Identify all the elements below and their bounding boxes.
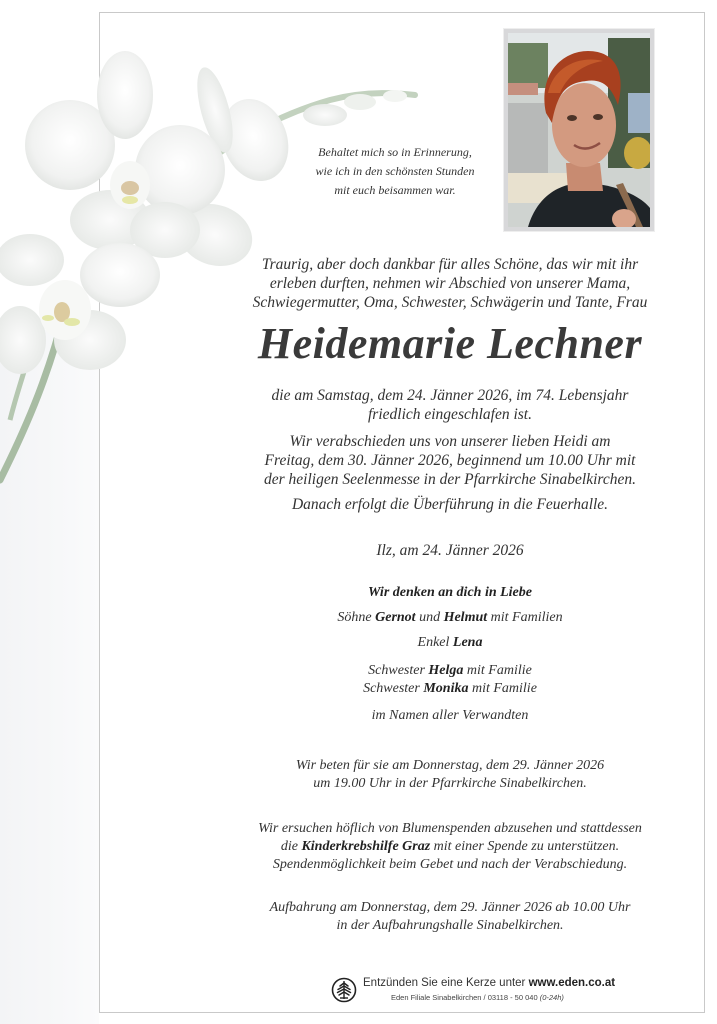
motto-line: mit euch beisammen war. — [334, 183, 456, 197]
death-notice — [240, 386, 660, 424]
prayer-notice — [240, 757, 660, 793]
prayer-line: Wir beten für sie am Donnerstag, dem 29. Jänner 2026 — [295, 758, 605, 773]
farewell-line: Wir verabschieden uns von unserer lieben Heidi am — [289, 433, 611, 450]
mourners-grandchild — [240, 634, 660, 652]
place-date — [240, 541, 660, 560]
sister-prefix: Schwester — [363, 681, 420, 696]
mourners-relatives — [240, 707, 660, 725]
intro-line: Schwiegermutter, Oma, Schwester, Schwägerin und Tante, Frau — [252, 294, 648, 311]
donation-prefix: die — [280, 839, 298, 854]
death-line: friedlich eingeschlafen ist. — [367, 406, 532, 423]
funeral-home-footer — [320, 974, 620, 1008]
sister-prefix: Schwester — [368, 663, 425, 678]
sister-name: Monika — [423, 681, 469, 696]
place-date-line: Ilz, am 24. Jänner 2026 — [376, 542, 524, 559]
son-name: Gernot — [375, 610, 416, 625]
donation-notice — [240, 820, 660, 874]
son-name: Helmut — [443, 610, 488, 625]
intro-text — [240, 255, 660, 312]
branch-hours: (0-24h) — [539, 993, 564, 1002]
relatives-line: im Namen aller Verwandten — [371, 708, 529, 723]
prayer-line: um 19.00 Uhr in der Pfarrkirche Sinabelkirchen. — [313, 776, 587, 791]
candle-text: Entzünden Sie eine Kerze unter — [363, 977, 526, 989]
sons-joiner: und — [419, 610, 441, 625]
viewing-notice — [240, 899, 660, 935]
sister-suffix: mit Familie — [466, 663, 532, 678]
donation-organization: Kinderkrebshilfe Graz — [301, 839, 431, 854]
grandchild-prefix: Enkel — [417, 635, 450, 650]
sons-prefix: Söhne — [337, 610, 372, 625]
mourners-heading: Wir denken an dich in Liebe — [368, 585, 532, 600]
donation-suffix: mit einer Spende zu unterstützen. — [433, 839, 620, 854]
deceased-name: Heidemarie Lechner — [257, 319, 643, 368]
farewell-line: Freitag, dem 30. Jänner 2026, beginnend um 10.00 Uhr mit — [264, 452, 636, 469]
transfer-notice — [240, 495, 660, 514]
donation-line: Wir ersuchen höflich von Blumenspenden abzusehen und stattdessen — [258, 821, 642, 836]
sons-suffix: mit Familien — [490, 610, 563, 625]
intro-line: erleben durften, nehmen wir Abschied von unserer Mama, — [269, 275, 631, 292]
candle-line — [363, 977, 615, 989]
intro-line: Traurig, aber doch dankbar für alles Schöne, das wir mit ihr — [261, 256, 639, 273]
branch-line — [391, 993, 564, 1002]
left-background-shade — [0, 330, 99, 1024]
viewing-line: Aufbahrung am Donnerstag, dem 29. Jänner 2026 ab 10.00 Uhr — [269, 900, 631, 915]
branch-info: Eden Filiale Sinabelkirchen / 03118 - 50 040 — [391, 993, 538, 1002]
grandchild-name: Lena — [452, 635, 483, 650]
transfer-line: Danach erfolgt die Überführung in die Feuerhalle. — [291, 496, 609, 513]
viewing-line: in der Aufbahrungshalle Sinabelkirchen. — [336, 918, 564, 933]
mourners-sons — [240, 609, 660, 627]
farewell-line: der heiligen Seelenmesse in der Pfarrkirche Sinabelkirchen. — [263, 471, 637, 488]
sister-name: Helga — [428, 663, 464, 678]
portrait-image-icon — [508, 33, 650, 227]
eden-website-link[interactable]: www.eden.co.at — [528, 977, 616, 989]
mourners-heading-block — [240, 584, 660, 602]
sister-suffix: mit Familie — [471, 681, 537, 696]
farewell-notice — [240, 432, 660, 489]
death-line: die am Samstag, dem 24. Jänner 2026, im 74. Lebensjahr — [271, 387, 629, 404]
motto-line: wie ich in den schönsten Stunden — [315, 164, 475, 178]
memorial-motto — [290, 143, 500, 200]
donation-line: Spendenmöglichkeit beim Gebet und nach der Verabschiedung. — [272, 857, 628, 872]
motto-line: Behaltet mich so in Erinnerung, — [318, 145, 472, 159]
portrait-photo — [504, 29, 654, 231]
eden-tree-logo-icon — [331, 977, 357, 1003]
mourners-sisters — [240, 662, 660, 698]
